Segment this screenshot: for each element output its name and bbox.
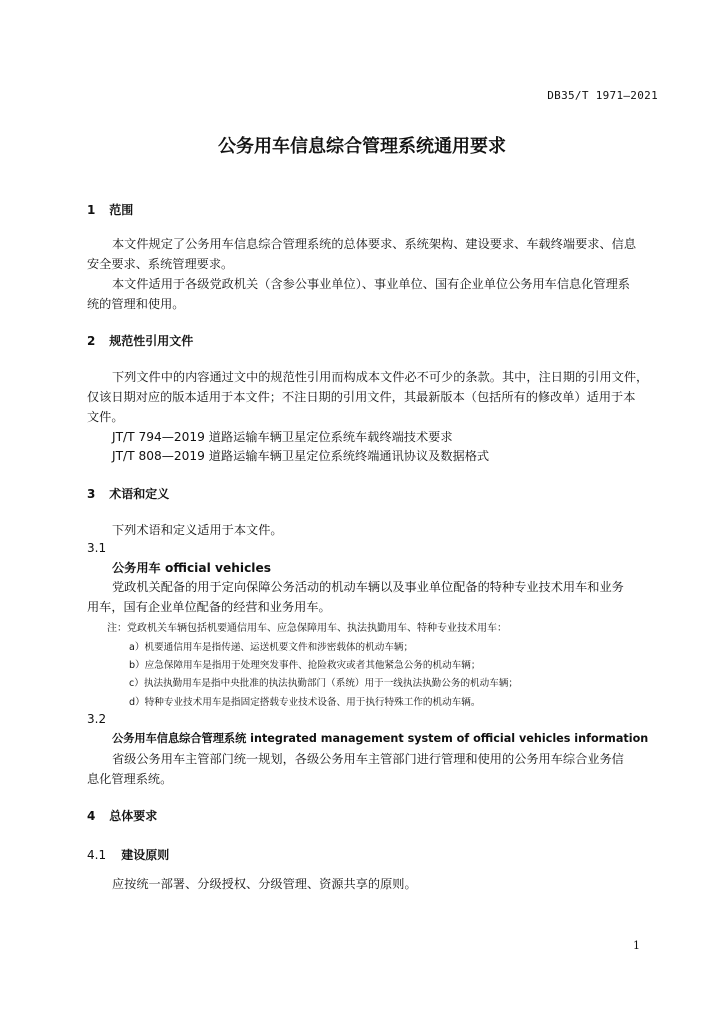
section-4-heading xyxy=(87,807,157,824)
section-3-title: 术语和定义 xyxy=(109,487,170,501)
normative-reference-1: JT/T 794—2019 道路运输车辆卫星定位系统车载终端技术要求 xyxy=(112,430,453,444)
term-3-2-def-line1: 省级公务用车主管部门统一规划，各级公务用车主管部门进行管理和使用的公务用车综合业务信 xyxy=(112,752,624,766)
s2-para-line1: 下列文件中的内容通过文中的规范性引用而构成本文件必不可少的条款。其中，注日期的引用文件， xyxy=(112,370,649,384)
section-4-number: 4 xyxy=(87,809,96,823)
section-3-heading xyxy=(87,485,169,502)
s1-para2-line2: 统的管理和使用。 xyxy=(87,297,185,311)
normative-reference-2: JT/T 808—2019 道路运输车辆卫星定位系统终端通讯协议及数据格式 xyxy=(112,449,490,463)
document-title: 公务用车信息综合管理系统通用要求 xyxy=(218,136,506,157)
note-item-d: d）特种专业技术用车是指固定搭载专业技术设备、用于执行特殊工作的机动车辆。 xyxy=(129,697,481,708)
section-2-title: 规范性引用文件 xyxy=(109,334,194,348)
subsection-4-1-number: 4.1 xyxy=(87,848,107,862)
standard-code: DB35/T 1971—2021 xyxy=(547,89,658,102)
section-3-number: 3 xyxy=(87,487,96,501)
s1-para1-line2: 安全要求、系统管理要求。 xyxy=(87,257,234,271)
s2-para-line3: 文件。 xyxy=(87,410,124,424)
note-item-c: c）执法执勤用车是指中央批准的执法执勤部门（系统）用于一线执法执勤公务的机动车辆； xyxy=(129,678,519,689)
subsection-4-1-title: 建设原则 xyxy=(121,848,170,862)
s2-para-line2: 仅该日期对应的版本适用于本文件；不注日期的引用文件，其最新版本（包括所有的修改单）适用于本 xyxy=(87,390,636,404)
section-1-number: 1 xyxy=(87,203,96,217)
section-2-number: 2 xyxy=(87,334,96,348)
s1-para1-line1: 本文件规定了公务用车信息综合管理系统的总体要求、系统架构、建设要求、车载终端要求、信息 xyxy=(112,237,637,251)
s1-para2-line1: 本文件适用于各级党政机关（含参公事业单位）、事业单位、国有企业单位公务用车信息化管理系 xyxy=(112,277,630,291)
section-1-heading xyxy=(87,201,133,218)
section-2-heading xyxy=(87,332,193,349)
s4-1-para: 应按统一部署、分级授权、分级管理、资源共享的原则。 xyxy=(112,877,417,891)
term-3-1-def-line1: 党政机关配备的用于定向保障公务活动的机动车辆以及事业单位配备的特种专业技术用车和业务 xyxy=(112,580,624,594)
term-3-2-def-line2: 息化管理系统。 xyxy=(87,772,173,786)
term-3-2-name: 公务用车信息综合管理系统 integrated management system of official vehicles information xyxy=(112,732,649,745)
s3-intro: 下列术语和定义适用于本文件。 xyxy=(112,523,283,537)
note-item-a: a）机要通信用车是指传递、运送机要文件和涉密载体的机动车辆； xyxy=(129,642,414,653)
subsection-4-1-heading xyxy=(87,846,169,863)
section-4-title: 总体要求 xyxy=(109,809,158,823)
term-3-2-number: 3.2 xyxy=(87,712,107,726)
term-3-1-note: 注：党政机关车辆包括机要通信用车、应急保障用车、执法执勤用车、特种专业技术用车： xyxy=(107,623,507,634)
page-number: 1 xyxy=(633,939,640,952)
term-3-1-number: 3.1 xyxy=(87,541,107,555)
section-1-title: 范围 xyxy=(109,203,134,217)
term-3-1-def-line2: 用车，国有企业单位配备的经营和业务用车。 xyxy=(87,600,331,614)
note-item-b: b）应急保障用车是指用于处理突发事件、抢险救灾或者其他紧急公务的机动车辆； xyxy=(129,660,481,671)
term-3-1-name: 公务用车 official vehicles xyxy=(112,561,271,575)
